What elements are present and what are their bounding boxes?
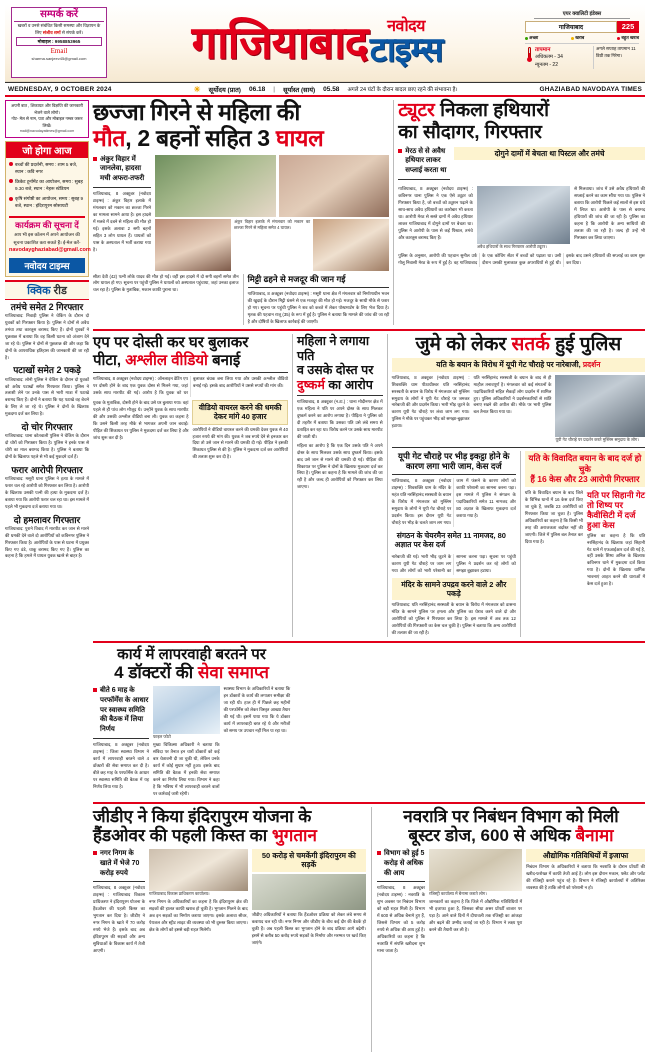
- right-main-body-2: यति नरसिंहानंद सरस्वती के बयान के बाद से ही माहौल तनावपूर्ण है। मंगलवार को कई संगठनों के पदाधिकारियों सहित सैकड़ों लोग प्रदर्शन में शामिल हुए। पुलिस अधिकारियों ने प्रदर्शनकारियों से शांति बनाए रखने की अपील की। मौके पर भारी पुलिस बल तैनात किया गया था।: [473, 374, 552, 415]
- mid-left2-headline-3: [297, 378, 383, 392]
- right-main-photo: [555, 375, 645, 437]
- mid-left-body: गाजियाबाद, 8 अक्टूबर (नवोदय टाइम्स) : ऑनलाइन डेटिंग एप पर दोस्ती होने के बाद एक युवक दोस्त से मिलने गया, जहां उसके साथ मारपीट की गई। आरोप है कि युवक को घर बुलाकर बंधक बना लिया गया और उसकी अश्लील वीडियो बनाई गई। इसके बाद आरोपियों ने उससे रुपयों की मांग की।: [93, 375, 288, 395]
- aqi-legend-good: [525, 35, 538, 41]
- lead-right-strap: दोगुने दामों में बेचता था पिस्टल और तमंचे: [454, 147, 645, 160]
- quick-read-headline: पटाखों समेत 2 पकड़े: [13, 365, 81, 376]
- bottom-left-body-3: नगर निगम के अधिकारियों का कहना है कि इंदिरापुरम क्षेत्र की सड़कों की हालत काफी खराब हो चुकी है। भुगतान मिलने के बाद अब इन सड़कों का निर्माण कराया जाएगा। इसके अलावा सीवर, पेयजल और स्ट्रीट लाइट की व्यवस्था को भी दुरुस्त किया जाएगा। क्षेत्र के लोगों को इससे बड़ी राहत मिलेगी।: [149, 899, 248, 933]
- doctors-body-2: स्वास्थ्य विभाग के अधिकारियों ने बताया कि इन डॉक्टरों के कार्य की लगातार समीक्षा की जा रही थी। हाल ही में पिछले छह महीनों की परफॉर्मेंस को लेकर विस्तृत आख्या तैयार की गई थी। इसमें पाया गया कि ये डॉक्टर कार्य में लापरवाही बरत रहे थे और मरीजों को समय पर उपचार नहीं मिल पा रहा था।: [223, 685, 291, 733]
- right-sub1-heading: यूपी गेट चौराहे पर भीड़ इकट्ठा होने के कारण लगा भारी जाम, केस दर्ज: [398, 450, 510, 472]
- today-events-box: [5, 141, 89, 277]
- mid-left-box: [192, 400, 287, 425]
- right-main-photo-col: [555, 375, 645, 443]
- bottom-left-strap: 50 करोड़ से चमकेंगी इंदिरापुरम की सड़कें: [252, 849, 366, 872]
- bottom-right-body-3: जानकारों का कहना है कि जिले में औद्योगिक गतिविधियों में भी इजाफा हुआ है, जिसका सीधा असर प्रॉपर्टी बाजार पर पड़ा है। आने वाले दिनों में दीपावली तक रजिस्ट्री का आंकड़ा और बढ़ने की उम्मीद जताई जा रही है। विभाग ने लक्ष्य पूरा करने की तैयारी कर ली है।: [429, 899, 523, 933]
- quick-read-text: गाजियाबाद: मसूरी थाना पुलिस ने हत्या के मामले में फरार चल रहे आरोपी को गिरफ्तार कर लिया है। आरोपी के खिलाफ उसकी पत्नी की हत्या के मुकदमा दर्ज है। बताया गया कि आरोपी फरार चल रहा था। इस मामले में पहले भी मुकदमा दर्ज कराया गया था।: [5, 476, 89, 509]
- lead-photo-child: [155, 155, 276, 217]
- lead-photo-victim-1: [279, 155, 389, 217]
- bottom-right-photo: [429, 849, 522, 891]
- lead-photo-col-b: [234, 219, 310, 271]
- mid-left-headline-2: [93, 352, 288, 369]
- bottom-story-gda: [93, 807, 366, 1052]
- right-sub1-box: [392, 529, 516, 552]
- doctors-photo: [153, 686, 220, 734]
- submit-event-text: आप भी इस कॉलम में अपने आयोजन की सूचना प्रकाशित करा सकते हैं। ई-मेल करें-: [13, 232, 81, 245]
- right-main-strap-red: प्रदर्शन: [582, 360, 601, 370]
- lead-left-content: [93, 155, 389, 271]
- mid-left2-body-2: महिला का आरोप है कि एक दिन उसके पति ने अपने दोस्त के साथ मिलकर उसके साथ दुष्कर्म किया। इसके बाद उसे जान से मारने की धमकी दी गई। पीड़िता की शिकायत पर पुलिस ने दोनों के खिलाफ मुकदमा दर्ज कर लिया है। पुलिस का कहना है कि मामले की जांच की जा रही है और जल्द ही आरोपियों को गिरफ्तार कर लिया जाएगा।: [296, 442, 383, 490]
- doctors-kicker: [93, 686, 149, 735]
- lead-right-headline-red: ट्यूटर: [398, 100, 435, 121]
- doctors-body: गाजियाबाद, 8 अक्टूबर (नवोदय टाइम्स) : जिला स्वास्थ्य विभाग ने कार्य में लापरवाही बरतने वाले 4 डॉक्टरों की सेवा समाप्त कर दी है। बीते छह माह के परफॉर्मेंस के आधार पर स्वास्थ्य समिति की बैठक में यह निर्णय लिया गया है।: [93, 741, 149, 789]
- bottom-row: [93, 807, 645, 1052]
- bottom-right-upper: [377, 849, 645, 955]
- today-event-text: कृषि संगोष्ठी का आयोजन, समय : सुबह 9 बजे, स्थान : इंदिरापुरम सोसायटी: [15, 196, 84, 209]
- quick-read-headline: दो हमलावर गिरफ्तार: [13, 514, 81, 525]
- lead-photo-col-c: [313, 219, 389, 271]
- mid-left-body-2: युवक के मुताबिक, दोस्ती होने के बाद उसे घर बुलाया गया। वहां पहले से ही पांच लोग मौजूद थे। उन्होंने युवक के साथ मारपीट की और उसकी अश्लील वीडियो बना ली। युवक का कहना है कि उसने किसी तरह मौके से भागकर अपनी जान बचाई। पीड़ित की शिकायत पर पुलिस ने मुकदमा दर्ज कर लिया है और जांच शुरू कर दी है।: [93, 399, 189, 440]
- right-main-headline-a: जुमे को लेकर: [415, 334, 512, 356]
- date-english: WEDNESDAY, 9 OCTOBER 2024: [8, 85, 112, 93]
- temperature-max: अधिकतम - 34: [535, 54, 563, 61]
- bottom-story-registry: [371, 807, 645, 1052]
- sunrise-time: 06.18: [248, 85, 266, 93]
- right-sub1-box-text: संगठन के चेयरमैन समेत 11 नामजद, 80 अज्ञात पर केस दर्ज: [394, 531, 506, 550]
- doctors-kicker-col: [93, 686, 149, 798]
- quick-read-item: [5, 422, 89, 461]
- lead-right-kicker-text: मेरठ से से अवैध हथियार लाकर सप्लाई करता था: [405, 147, 447, 175]
- today-event-text: बच्चों की प्रदर्शनी, समय : शाम 5 बजे, स्थान : कवि नगर: [15, 161, 78, 174]
- quick-read-item: [5, 515, 89, 561]
- lead-right-kicker: [398, 147, 450, 176]
- quick-read-header: [5, 280, 89, 300]
- contact-mobile: मोबाइल : 9958853965: [16, 37, 102, 46]
- lead-right-headline-rest: निकला हथियारों: [434, 100, 550, 121]
- bottom-left-kicker: [93, 849, 145, 878]
- right-sub3-strap-a: यति के विवादित बयान के बाद दर्ज हो चुके: [528, 452, 642, 474]
- mid-left2-body: गाजियाबाद, 8 अक्टूबर (न.टा.) : थाना मोदीनगर क्षेत्र में एक महिला ने पति पर अपने दोस्त के साथ मिलकर दुष्कर्म करने का आरोप लगाया है। पीड़िता ने पुलिस को दी तहरीर में बताया कि उसका पति उसे लंबे समय से प्रताड़ित कर रहा था। विरोध करने पर उसके साथ मारपीट की जाती थी।: [296, 398, 383, 439]
- right-sub4-heading-text: यति पर सिहानी गेट तो शिष्य पर कैवीसिटी में दर्ज हुआ केस: [586, 489, 645, 531]
- today-events-list: [6, 158, 88, 215]
- aqi-legend-good-label: अच्छा: [529, 35, 539, 40]
- quick-read-item: [5, 465, 89, 511]
- right-story-police: [387, 334, 645, 637]
- right-sub3-body: यति के विवादित बयान के बाद जिले के विभिन्न थानों में 16 केस दर्ज किए जा चुके हैं, जबकि 23 आरोपियों को गिरफ्तार किया जा चुका है। पुलिस अधिकारियों का कहना है कि किसी भी तरह की अराजकता बर्दाश्त नहीं की जाएगी। जिले में पुलिस बल तैनात कर दिया गया है।: [524, 489, 583, 544]
- forecast-note: अगले 24 घंटों के दौरान बादल छाए रहने की संभावना है।: [347, 87, 458, 93]
- bullet-icon: [9, 197, 13, 201]
- doctors-headline-2red: सेवा समाप्त: [197, 663, 269, 683]
- bottom-right-caption: रजिस्ट्री कार्यालय में बैनामा कराते लोग।: [429, 890, 487, 896]
- right-main-upper: [392, 375, 645, 443]
- lead-left-lower-a: [93, 274, 239, 326]
- lead-right-headline-1: [398, 100, 645, 122]
- mid-left-box-heading: वीडियो वायरल करने की धमकी देकर मांगे 40 हजार: [198, 402, 282, 422]
- thermometer-icon: [525, 46, 533, 69]
- lead-left-headline-2: [93, 126, 389, 152]
- lead-left-lower: [93, 274, 389, 326]
- temperature-row: [525, 43, 639, 69]
- bottom-right-kicker: [377, 849, 425, 878]
- right-main-body2-col: [474, 375, 552, 443]
- right-sub3-row: [525, 490, 645, 588]
- bottom-right-body: गाजियाबाद, 8 अक्टूबर (नवोदय टाइम्स) : नवरात्रि के शुभ अवसर पर निबंधन विभाग को बड़ी राहत मिली है। विभाग में 600 से अधिक बैनामे हुए हैं, जिससे विभाग को 5 करोड़ रुपये से अधिक की आय हुई है। अधिकारियों का कहना है कि नवरात्रि में संपत्ति खरीदना शुभ माना जाता है।: [377, 885, 425, 953]
- submit-event-block: [9, 216, 91, 256]
- bullet-icon: [9, 162, 13, 166]
- contact-email: sharma.sanjeev45@gmail.com: [31, 55, 87, 61]
- square-bullet-icon: [93, 157, 97, 161]
- lead-right-upper: [398, 147, 645, 183]
- lead-photo-victim-2: [155, 219, 231, 271]
- bottom-left-photo-col: [149, 849, 248, 955]
- right-sub1-box-heading: [395, 531, 513, 550]
- mid-left-headline-2red: अश्लील वीडियो: [125, 351, 208, 369]
- mid-left-box-text: आरोपियों ने वीडियो वायरल करने की धमकी देकर युवक से 40 हजार रुपये की मांग की। युवक ने जब रुपये देने से इनकार कर दिया तो उसे जान से मारने की धमकी दी गई। पीड़ित ने इसकी शिकायत पुलिस से की है। पुलिस ने मुकदमा दर्ज कर आरोपियों की तलाश शुरू कर दी है।: [192, 426, 288, 460]
- sunset-label: सूर्यास्त (सायं): [283, 86, 316, 94]
- lead-right-body: गाजियाबाद, 8 अक्टूबर (नवोदय टाइम्स) : कविनगर थाना पुलिस ने एक ऐसे ट्यूटर को गिरफ्तार किया है, जो बच्चों को ट्यूशन पढ़ाने के साथ-साथ अवैध हथियारों का कारोबार भी करता था। आरोपी मेरठ से सस्ते दामों में अवैध हथियार लाकर गाजियाबाद में दोगुने दामों पर बेचता था। पुलिस ने आरोपी के पास से कई पिस्टल, तमंचे और कारतूस बरामद किए हैं।: [398, 186, 473, 240]
- masthead: [5, 4, 645, 82]
- lead-left-headline-1: छज्जा गिरने से महिला की: [93, 99, 301, 125]
- today-event-item: [9, 195, 85, 209]
- green-dot-icon: [525, 37, 528, 40]
- lead-left-photo-col: [155, 155, 389, 271]
- submit-event-email: navodayghaziabad@gmail.com: [9, 246, 91, 253]
- lead-left-body: गाजियाबाद, 8 अक्टूबर (नवोदय टाइम्स) : अंकुर विहार इलाके में मंगलवार को मकान का छज्जा गिरने का मामला सामने आया है। इस हादसे में मलबे में दबने से महिला की मौत हो गई। इसके अलावा 2 सगी बहनों सहित 3 लोग घायल हैं। घायलों को पास के अस्पताल में भर्ती कराया गया है।: [93, 190, 151, 252]
- doctors-upper: [93, 686, 290, 798]
- lead-left-sub-body: गाजियाबाद, 8 अक्टूबर (नवोदय टाइम्स) : मसूरी थाना क्षेत्र में मंगलवार को निर्माणाधीन भवन की खुदाई के दौरान मिट्टी धंसने से एक मजदूर की मौत हो गई। मजदूर के साथी मौके से फरार हो गए। सूचना पर पहुंची पुलिस ने शव को कब्जे में लेकर पोस्टमार्टम के लिए भेज दिया है। मृतक की पहचान राजू (35) के रूप में हुई है। पुलिस ने बताया कि मामले की जांच की जा रही है और दोषियों के खिलाफ कार्रवाई की जाएगी।: [247, 290, 390, 324]
- quick-read-text: गाजियाबाद: लोनी पुलिस ने चेकिंग के दौरान दो युवकों को अवैध पटाखों समेत गिरफ्तार किया। पुलिस ने तलाशी लेने पर उनके पास से भारी मात्रा में पटाखे बरामद किए हैं। दोनों ने बताया कि यह पटाखे वह बेचने के लिए ले जा रहे थे। पुलिस ने दोनों के खिलाफ मुकदमा दर्ज कर लिया है।: [5, 376, 89, 417]
- bottom-left-headline-2: [93, 826, 366, 846]
- aqi-value: 225: [617, 21, 639, 33]
- today-events-header: जो होगा आज: [6, 142, 88, 158]
- right-sub3-strap: [525, 451, 645, 487]
- doctors-body2-col: [224, 686, 291, 798]
- right-sub1-col: [392, 451, 516, 637]
- today-event-item: [9, 161, 85, 175]
- weather-note: अगले सप्ताह तापमान 11 डिग्री तक गिरेगा।: [593, 46, 639, 69]
- logo-navodaya-text: नवोदय: [387, 17, 425, 35]
- lead-row: [93, 100, 645, 325]
- bottom-left-body: गाजियाबाद, 8 अक्टूबर (नवोदय टाइम्स) : गाजियाबाद विकास प्राधिकरण ने इंदिरापुरम योजना के हैंडओवर की पहली किस्त का भुगतान कर दिया है। जीडीए ने नगर निगम के खाते में 70 करोड़ रुपये भेजे हैं। इसके बाद अब इंदिरापुरम की सड़कों और अन्य सुविधाओं के विकास कार्य में तेजी आएगी।: [93, 885, 145, 953]
- right-main-headline-b: हुई पुलिस: [549, 334, 622, 356]
- right-sub1-body: गाजियाबाद, 8 अक्टूबर (नवोदय टाइम्स) : शिवशक्ति धाम के मंदिर के महंत यति नरसिंहानंद सरस्वती के बयान के विरोध में मंगलवार को मुस्लिम समुदाय के लोगों ने यूपी गेट चौराहे पर प्रदर्शन किया। इस दौरान यूपी गेट चौराहे पर भीड़ के चलते जाम लग गया। जाम में फंसने के कारण लोगों को काफी परेशानी का सामना करना पड़ा। इस मामले में पुलिस ने संगठन के पदाधिकारियों समेत 11 नामजद और 80 अज्ञात के खिलाफ मुकदमा दर्ज कराया गया है।: [391, 478, 516, 526]
- lead-right-headline-2: का सौदागर, गिरफ्तार: [398, 121, 542, 143]
- rail-note-line2: नोट- मेल से नाम, पता और मोबाइल नम्बर जरूर लिखें।: [11, 116, 83, 128]
- contact-box: [11, 7, 107, 78]
- right-sub3-strap-b: हैं 16 केस और 23 आरोपी गिरफ्तार: [530, 474, 640, 485]
- bottom-left-kicker-text: नगर निगम के खाते में भेजे 70 करोड़ रुपये: [100, 849, 140, 877]
- quick-read-headline: तमंचे समेत 2 गिरफ्तार: [10, 301, 84, 312]
- aqi-legend-poor-label: खराब: [575, 35, 585, 40]
- lead-left-kicker-text: अंकुर विहार में जानलेवा, हादसा मची अफरा-तफरी: [100, 155, 145, 183]
- temperature-values: [535, 46, 591, 69]
- lead-right-body-col: [398, 186, 473, 250]
- sunrise-label: सूर्योदय (प्रात): [208, 86, 241, 94]
- doctors-headline-2: [93, 663, 290, 683]
- yellow-dot-icon: [571, 37, 574, 40]
- lead-photo-col-a: [155, 219, 231, 271]
- lead-right-photo-col: [477, 186, 570, 250]
- doctors-photo-col: [153, 686, 220, 798]
- quick-read-label-2: रीड: [53, 284, 67, 297]
- date-bar: [5, 82, 645, 97]
- lead-photo-row-2: [155, 219, 389, 271]
- lead-story-left: [93, 100, 389, 325]
- lead-photo-row: [155, 155, 389, 217]
- aqi-legend: [525, 35, 639, 41]
- edition-name: GHAZIABAD NAVODAYA TIMES: [539, 85, 643, 93]
- lead-right-strap-col: [454, 147, 645, 183]
- aqi-legend-poor: [571, 35, 584, 41]
- today-event-text: क्रिकेट टूर्नामेंट का आयोजन, समय : सुबह 9.30 बजे, स्थान : नेहरू स्टेडियम: [15, 178, 83, 191]
- right-main-body-col: [392, 375, 470, 443]
- right-sub3-col: [520, 451, 645, 637]
- right-sub4-body: पुलिस का कहना है कि यति नरसिंहानंद के खिलाफ जहां सिहानी गेट थाने में एफआईआर दर्ज की गई है, वहीं उसके शिष्य अनिल के खिलाफ कविनगर थाने में मुकदमा दर्ज किया गया है। दोनों के खिलाफ धार्मिक भावनाएं आहत करने की धाराओं में केस दर्ज हुआ है।: [586, 532, 646, 587]
- doctors-caption: फाइल फोटो: [153, 733, 171, 739]
- contact-email-label: Email: [50, 47, 68, 56]
- mid-left2-headline-3rest: का आरोप: [324, 377, 373, 392]
- quick-read-headline: दो चोर गिरफ्तार: [21, 421, 73, 432]
- quick-read-headline: फरार आरोपी गिरफ्तार: [11, 464, 83, 475]
- bottom-left-headline-1: जीडीए ने किया इंदिरापुरम योजना के: [93, 806, 312, 826]
- aqi-city: गाजियाबाद: [525, 21, 617, 33]
- doctors-headline-2a: 4 डॉक्टरों की: [114, 663, 198, 683]
- doctors-headline-1: कार्य में लापरवाही बरतने पर: [117, 646, 266, 664]
- lead-left-lower-b: [243, 274, 390, 326]
- temperature-min: न्यूनतम - 22: [535, 61, 558, 68]
- quick-read-text: गाजियाबाद: थाना कोतवाली पुलिस ने चेकिंग के दौरान दो चोरों को गिरफ्तार किया है। पुलिस ने इनके पास से चोरी का माल बरामद किया है। पुलिस ने बताया कि दोनों के खिलाफ पहले से भी कई मुकदमे दर्ज हैं।: [5, 433, 89, 459]
- today-event-item: [9, 178, 85, 192]
- main-column: [93, 100, 645, 1052]
- bottom-right-headline-1: नवरात्रि पर निबंधन विभाग को मिली: [403, 806, 619, 826]
- bottom-left-road-photo: [252, 874, 366, 910]
- mid-left-body2-col: [93, 400, 188, 462]
- square-bullet-icon: [93, 851, 97, 855]
- contact-highlight: संजीव शर्मा: [42, 29, 61, 35]
- mid-story-app: [93, 334, 288, 637]
- quick-read-item: [5, 365, 89, 418]
- square-bullet-icon: [398, 149, 402, 153]
- bottom-right-strap: औद्योगिक गतिविधियों में इजाफा: [526, 849, 645, 862]
- lead-right-body-2: से मिलवाया। जांच में उसे अवैध हथियारों की सप्लाई करने का काम सौंपा गया था। पुलिस ने बताया कि आरोपी पिछले कई सालों से इस धंधे में लिप्त था। आरोपी के पास से बरामद हथियारों की जांच की जा रही है। पुलिस का कहना है कि आरोपी के अन्य साथियों की तलाश की जा रही है। जल्द ही उन्हें भी गिरफ्तार कर लिया जाएगा।: [574, 186, 645, 240]
- square-bullet-icon: [377, 851, 381, 855]
- lead-right-body2-col: [574, 186, 645, 250]
- lead-right-kicker-col: [398, 147, 450, 183]
- contact-line2: से संपर्क करें।: [61, 29, 83, 35]
- bottom-left-upper: [93, 849, 366, 955]
- lead-left-sub-kicker: मिट्टी ढहने से मजदूर की जान गई: [247, 273, 346, 284]
- lead-left-caption: अंकुर विहार इलाके में मंगलवार को मकान का छज्जा गिरने से महिला समेत 4 घायल।: [234, 218, 311, 230]
- logo-times-text: टाइम्स: [369, 30, 443, 69]
- lead-left-text-col: [93, 155, 151, 271]
- right-sub2-body: गाजियाबाद: यति नरसिंहानंद सरस्वती के बयान के विरोध में मंगलवार को डासना मंदिर के सामने पुलिस पर हमला और पुलिस का घेराव करने वाले दो और आरोपियों को पुलिस ने गिरफ्तार कर लिया है। इस मामले में अब तक 12 आरोपियों की गिरफ्तारी का केस चल चुकी है। पुलिस ने बताया कि अन्य आरोपियों की तलाश की जा रही है।: [391, 602, 516, 636]
- aqi-legend-verypoor: [617, 35, 639, 41]
- bottom-left-headline-2red: भुगतान: [271, 826, 317, 846]
- temperature-title: तापमान: [535, 47, 551, 53]
- lead-story-right: [393, 100, 645, 325]
- square-bullet-icon: [93, 688, 97, 692]
- mid-left2-headline-1: महिला ने लगाया पति: [296, 334, 370, 363]
- right-sub4-col: [587, 490, 645, 588]
- lead-right-caption: अवैध हथियारों के साथ गिरफ्तार आरोपी ट्यूटर।: [476, 244, 547, 250]
- quick-read-text: गाजियाबाद: निवाड़ी पुलिस ने चेकिंग के दौरान दो युवकों को गिरफ्तार किया है। पुलिस ने दोनों से अवैध तमंचा तथा कारतूस बरामद किए हैं। दोनों युवकों ने पूछताछ में बताया कि वह किसी घटना को अंजाम देने जा रहे थे। पुलिस ने दोनों से पूछताछ की और कहा कि दोनों के आपराधिक इतिहास की जानकारी की जा रही है।: [5, 313, 89, 360]
- mid-left-headline-2a: पीटा,: [93, 351, 126, 369]
- mid-left-lower: [93, 400, 288, 462]
- mid-left2-headline-3red: दुष्कर्म: [296, 377, 325, 392]
- aqi-row: [525, 21, 639, 33]
- doctors-body-3: मुख्य चिकित्सा अधिकारी ने बताया कि संविदा पर तैनात इन चारों डॉक्टरों को कई बार चेतावनी दी जा चुकी थी, लेकिन उनके कार्य में कोई सुधार नहीं हुआ। इसके बाद समिति की बैठक में इनकी सेवा समाप्त करने का निर्णय लिया गया। विभाग ने कहा है कि भविष्य में भी लापरवाही बरतने वालों पर कार्रवाई जारी रहेगी।: [153, 742, 220, 796]
- bullet-icon: [9, 179, 13, 183]
- lead-right-mid: [398, 186, 645, 250]
- mid-left2-headline-2: व उसके दोस्त पर: [296, 363, 374, 378]
- bottom-right-kicker-col: [377, 849, 425, 955]
- rail-note-mail: mail@navodayatimes@gmail.com: [19, 129, 75, 133]
- weather-aqi-box: [523, 7, 641, 78]
- doctors-story: [93, 646, 290, 798]
- rail-note-line1: अपनी बात , शिकायत और विज्ञप्ति की जानकारी भेजने वाले लोगो।: [11, 103, 83, 115]
- right-main-caption: यूपी गेट चौराहे पर प्रदर्शन करते मुस्लिम समुदाय के लोग।: [555, 436, 639, 442]
- bottom-left-kicker-col: [93, 849, 145, 955]
- bottom-right-strap-col: [526, 849, 645, 955]
- lead-left-headline-rest: , 2 बहनों सहित 3: [125, 124, 276, 151]
- divider: |: [273, 85, 276, 93]
- bottom-left-caption: गाजियाबाद विकास प्राधिकरण कार्यालय।: [149, 890, 210, 896]
- lead-photo-victim-3: [313, 219, 389, 271]
- logo-main-text: गाजियाबाद: [191, 17, 368, 68]
- contact-text: [14, 22, 104, 36]
- mid-left-headline-1: एप पर दोस्ती कर घर बुलाकर: [93, 334, 249, 352]
- right-sub3-body-col: [525, 490, 583, 588]
- bottom-left-photo: [149, 849, 248, 891]
- mid-row: [93, 334, 645, 637]
- lead-left-body-2: सीता देवी (42) पत्नी लोके यादव की मौत हो गई। वहीं इस हादसे में दो सगी बहनों समेत तीन लोग घायल हो गए। सूचना पर पहुंची पुलिस ने घायलों को अस्पताल पहुंचाया, जहां उनका इलाज चल रहा है। पुलिस के मुताबिक, मकान काफी पुराना था।: [93, 273, 239, 293]
- right-sub2-strap: मंदिर के सामने उपद्रव करने वाले 2 और पकड़े: [392, 578, 516, 601]
- rail-note-box: [5, 100, 89, 138]
- right-main-body: गाजियाबाद, 8 अक्टूबर (नवोदय टाइम्स) : शिवशक्ति धाम पीठाधीश्वर यति नरसिंहानंद सरस्वती के बयान के विरोध में मंगलवार को मुस्लिम समुदाय के लोगों ने यूपी गेट चौराहे पर जमकर नारेबाजी की और प्रदर्शन किया। भारी भीड़ जुटने के कारण यूपी गेट चौराहे पर लंबा जाम लग गया। पुलिस ने मौके पर पहुंचकर भीड़ को समझा-बुझाकर हटाया।: [391, 374, 470, 429]
- lead-right-photo: [477, 186, 570, 244]
- newspaper-logo: [111, 4, 523, 81]
- mid-story-woman: [292, 334, 383, 637]
- right-sub-row: [392, 451, 645, 637]
- submit-event-heading: कार्यक्रम की सूचना दें: [15, 220, 79, 231]
- right-main-strap: [392, 358, 645, 371]
- lead-left-headline-red: मौत: [93, 124, 126, 151]
- right-main-strap-a: यति के बयान के विरोध में यूपी गेट चौराहे पर नारेबाजी,: [436, 360, 583, 370]
- bottom-right-headline-2a: बूस्टर डोज, 600 से अधिक: [408, 826, 576, 846]
- right-main-headline: [392, 334, 645, 356]
- sunset-time: 05.58: [323, 85, 340, 93]
- right-main-headline-red: सतर्क: [511, 334, 550, 356]
- bottom-left-strap-col: [252, 849, 366, 955]
- logo-right-group: [369, 17, 443, 69]
- bottom-right-headline-2red: बैनामा: [575, 826, 614, 846]
- left-rail: [5, 100, 89, 1052]
- lead-right-body-3: पुलिस के अनुसार, आरोपी की पहचान सुनील उर्फ गोलू निवासी मेरठ के रूप में हुई है। वह गाजियाबाद के एक कोचिंग सेंटर में बच्चों को पढ़ाता था। उसी दौरान उसकी मुलाकात कुछ अपराधियों से हुई थी। इसके बाद उसने हथियारों की सप्लाई का काम शुरू कर दिया।: [398, 253, 645, 266]
- sun-icon: ☀: [193, 84, 201, 94]
- page-body: [5, 100, 645, 1052]
- bottom-right-photo-col: [429, 849, 522, 955]
- mid-left-box-col: [192, 400, 287, 462]
- quick-read-item: [5, 302, 89, 361]
- doctors-row-right-spacer: [294, 646, 645, 798]
- quick-read-label-1: क्विक: [27, 284, 51, 297]
- right-sub1-body-2: नारेबाजी की गई। भारी भीड़ जुटने के कारण यूपी गेट चौराहे पर जाम लग गया और लोगों को भारी परेशानी का सामना करना पड़ा। सूचना पर पहुंची पुलिस ने प्रदर्शन कर रहे लोगों को समझा बुझाकर हटाया।: [391, 553, 516, 573]
- rail-logo-badge: नवोदय टाइम्स: [9, 258, 85, 273]
- bottom-left-body-2: जीडीए अधिकारियों ने बताया कि हैंडओवर प्रक्रिया को लेकर लंबे समय से कवायद चल रही थी। नगर निगम और जीडीए के बीच कई दौर की बैठकें हो चुकी हैं। अब पहली किस्त का भुगतान होने के बाद प्रक्रिया आगे बढ़ेगी। इसमें से करीब 50 करोड़ रुपये सड़कों के निर्माण और मरम्मत पर खर्च किए जाएंगे।: [251, 911, 366, 945]
- bottom-right-kicker-text: विभाग को हुई 5 करोड़ से अधिक की आय: [384, 849, 425, 877]
- quick-read-text: गाजियाबाद: पुराने विवाद में मारपीट कर जान से मारने की धमकी देने वाले दो आरोपियों को कविनगर पुलिस ने गिरफ्तार किया है। आरोपियों के पास से घटना में प्रयुक्त किए गए डंडे, चाकू बरामद किए गए हैं। पुलिस का कहना है कि हमले में घायल युवक खतरे से बाहर है।: [5, 525, 89, 559]
- contact-title: सम्पर्क करें: [14, 9, 104, 22]
- bottom-right-headline-2: [377, 826, 645, 846]
- aqi-legend-verypoor-label: बहुत खराब: [621, 35, 639, 40]
- bottom-right-body-2: निबंधन विभाग के अधिकारियों ने बताया कि नवरात्रि के दौरान प्रॉपर्टी की खरीद-फरोख्त में काफी तेजी आई है। लोग इस दौरान मकान, फ्लैट और प्लॉट की रजिस्ट्री कराने पहुंच रहे हैं। विभाग ने रजिस्ट्री कार्यालयों में अतिरिक्त व्यवस्था की है ताकि लोगों को परेशानी न हो।: [526, 864, 645, 891]
- mid-left-headline-2b: बनाई: [207, 351, 241, 369]
- lead-left-kicker: [93, 155, 151, 184]
- red-dot-icon: [617, 37, 620, 40]
- aqi-title: एयर क्वालिटी इंडेक्स: [534, 9, 631, 19]
- doctors-kicker-text: बीते 6 माह के परफॉर्मेंस के आधार पर स्वास्थ्य समिति की बैठक में लिया निर्णय: [100, 686, 149, 734]
- lead-left-headline-red2: घायल: [275, 124, 324, 151]
- right-sub4-heading: [587, 490, 645, 531]
- contact-line1: खबरों व उनसे संबंधित किसी समस्या और विज्ञापन के लिए: [17, 23, 101, 35]
- bottom-left-headline-2a: हैंडओवर की पहली किस्त का: [93, 826, 272, 846]
- doctors-row: [93, 646, 645, 798]
